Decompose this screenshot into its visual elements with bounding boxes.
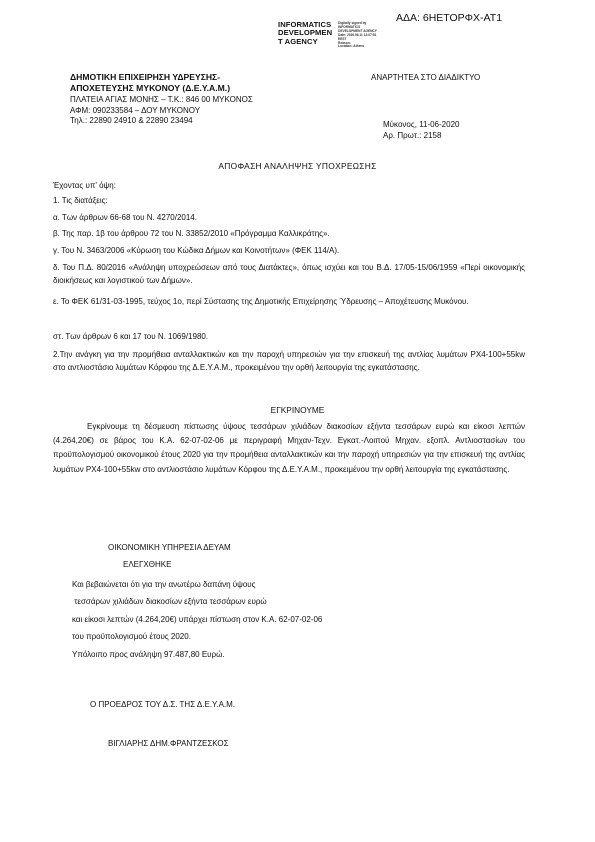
signer-name-line: DEVELOPMEN — [278, 28, 333, 38]
approve-heading: ΕΓΚΡΙΝΟΥΜΕ — [270, 405, 325, 415]
certification-line: τεσσάρων χιλιάδων διακοσίων εξήντα τεσσάρων ευρώ — [72, 597, 267, 607]
approve-text: Εγκρίνουμε τη δέσμευση πίστωσης ύψους τεσσάρων χιλιάδων διακοσίων εξήντα τεσσάρων ευρώ και είκοσι λεπτών (4.264,20€) σε βάρος του Κ.Α. 62-07-02-06 με περιγραφή Μηχαν-Τεχν. Εγκατ.-Λοιπού Μηχαν. εξοπλ. Αντλιοστασίων του προϋπολογισμού οικονομικού έτους 2020 για την προμήθεια ανταλλακτικών και την παροχή υπηρεσιών για την επισκευή της αντλίας λυμάτων PX4-100+55kw στο αντλιοστάσιο λυμάτων Κόρφου της Δ.Ε.Υ.Α.Μ., προκειμένου την ορθή λειτουργία της εγκατάστασης. — [53, 422, 525, 474]
address: ΠΛΑΤΕΙΑ ΑΓΙΑΣ ΜΟΝΗΣ – Τ.Κ.: 846 00 ΜΥΚΟΝΟΣ — [70, 95, 253, 104]
organization-name-line: ΔΗΜΟΤΙΚΗ ΕΠΙΧΕΙΡΗΣΗ ΥΔΡΕΥΣΗΣ- — [70, 72, 221, 82]
organization-name-line: ΑΠΟΧΕΤΕΥΣΗΣ ΜΥΚΟΝΟΥ (Δ.Ε.Υ.Α.Μ.) — [70, 83, 231, 93]
phone: Τηλ.: 22890 24910 & 22890 23494 — [70, 116, 193, 125]
date-protocol — [383, 120, 459, 141]
provision-item: α. Των άρθρων 66-68 του Ν. 4270/2014. — [53, 213, 197, 222]
intro-text: Έχοντας υπ' όψη: — [53, 181, 116, 190]
provision-item: γ. Του Ν. 3463/2006 «Κύρωση του Κώδικα Δήμων και Κοινοτήτων» (ΦΕΚ 114/Α). — [53, 246, 340, 255]
signer-name — [278, 21, 332, 49]
tax-id: ΑΦΜ: 090233584 – ΔΟΥ ΜΥΚΟΝΟΥ — [70, 105, 201, 115]
ada-code: ΑΔΑ: 6ΗΕΤΟΡΦΧ-ΑΤ1 — [396, 12, 503, 24]
signature-detail-line: DEVELOPMENT AGENCY — [338, 28, 377, 33]
organization-name — [70, 72, 230, 94]
signature-detail-line: INFORMATICS — [338, 24, 361, 29]
signature-detail-line: Reason: — [338, 40, 351, 45]
signature-detail-line: EEST — [338, 36, 347, 41]
protocol-number: Αρ. Πρωτ.: 2158 — [383, 130, 442, 140]
provision-item: ε. Το ΦΕΚ 61/31-03-1995, τεύχος 1ο, περί Σύστασης της Δημοτικής Επιχείρησης Ύδρευσης – Αποχέτευσης Μυκόνου. — [53, 297, 469, 306]
provision-item: στ. Των άρθρων 6 και 17 του Ν. 1069/1980. — [53, 332, 209, 341]
digital-signature-stamp — [278, 21, 377, 49]
signatory-role: Ο ΠΡΟΕΔΡΟΣ ΤΟΥ Δ.Σ. ΤΗΣ Δ.Ε.Υ.Α.Μ. — [90, 700, 236, 709]
signatory-name: ΒΙΓΛΙΑΡΗΣ ΔΗΜ.ΦΡΑΝΤΖΕΣΚΟΣ — [108, 739, 229, 748]
provision-heading: 1. Τις διατάξεις: — [53, 196, 108, 205]
document-title: ΑΠΟΦΑΣΗ ΑΝΑΛΗΨΗΣ ΥΠΟΧΡΕΩΣΗΣ — [218, 161, 377, 171]
signer-name-line: T AGENCY — [278, 36, 318, 46]
certification-line: Υπόλοιπο προς ανάληψη 97.487,80 Ευρώ. — [72, 649, 225, 659]
finance-certification — [72, 576, 322, 663]
certification-line: και είκοσι λεπτών (4.264,20€) υπάρχει πίστωση στον Κ.Α. 62-07-02-06 — [72, 614, 323, 624]
provision-item: δ. Του Π.Δ. 80/2016 «Ανάληψη υποχρεώσεων από τους Διατάκτες», όπως ισχύει και του Β.Δ. 17/05-15/06/1959 «Περί οικονομικής διοικήσεως και λογιστικού των Δήμων». — [53, 263, 525, 286]
document-date: Μύκονος, 11-06-2020 — [383, 120, 460, 129]
posting-notice: ΑΝΑΡΤΗΤΕΑ ΣΤΟ ΔΙΑΔΙΚΤΥΟ — [371, 73, 481, 82]
signer-name-line: INFORMATICS — [278, 20, 332, 29]
checked-label: ΕΛΕΓΧΘΗΚΕ — [123, 560, 172, 569]
signature-detail-line: Date: 2020.06.11 12:07:51 — [338, 32, 377, 37]
finance-department: ΟΙΚΟΝΟΜΙΚΗ ΥΠΗΡΕΣΙΑ ΔΕΥΑΜ — [108, 543, 231, 552]
signature-details — [338, 22, 377, 49]
provision-item: β. Της παρ. 1β του άρθρου 72 του Ν. 33852/2010 «Πρόγραμμα Καλλικράτης». — [53, 229, 330, 238]
need-statement: 2.Την ανάγκη για την προμήθεια ανταλλακτικών και την παροχή υπηρεσιών για την επισκευή της αντλίας λυμάτων PX4-100+55kw στο αντλιοστάσιο λυμάτων Κόρφου της Δ.Ε.Υ.Α.Μ., προκειμένου την ορθή λειτουργία της εγκατάστασης. — [53, 350, 525, 373]
certification-line: του προϋπολογισμού έτους 2020. — [72, 632, 191, 642]
signature-detail-line: Location: Athens — [338, 44, 365, 49]
organization-contact — [70, 95, 253, 127]
certification-line: Και βεβαιώνεται ότι για την ανωτέρω δαπάνη ύψους — [72, 580, 256, 589]
signature-detail-line: Digitally signed by — [338, 21, 367, 25]
